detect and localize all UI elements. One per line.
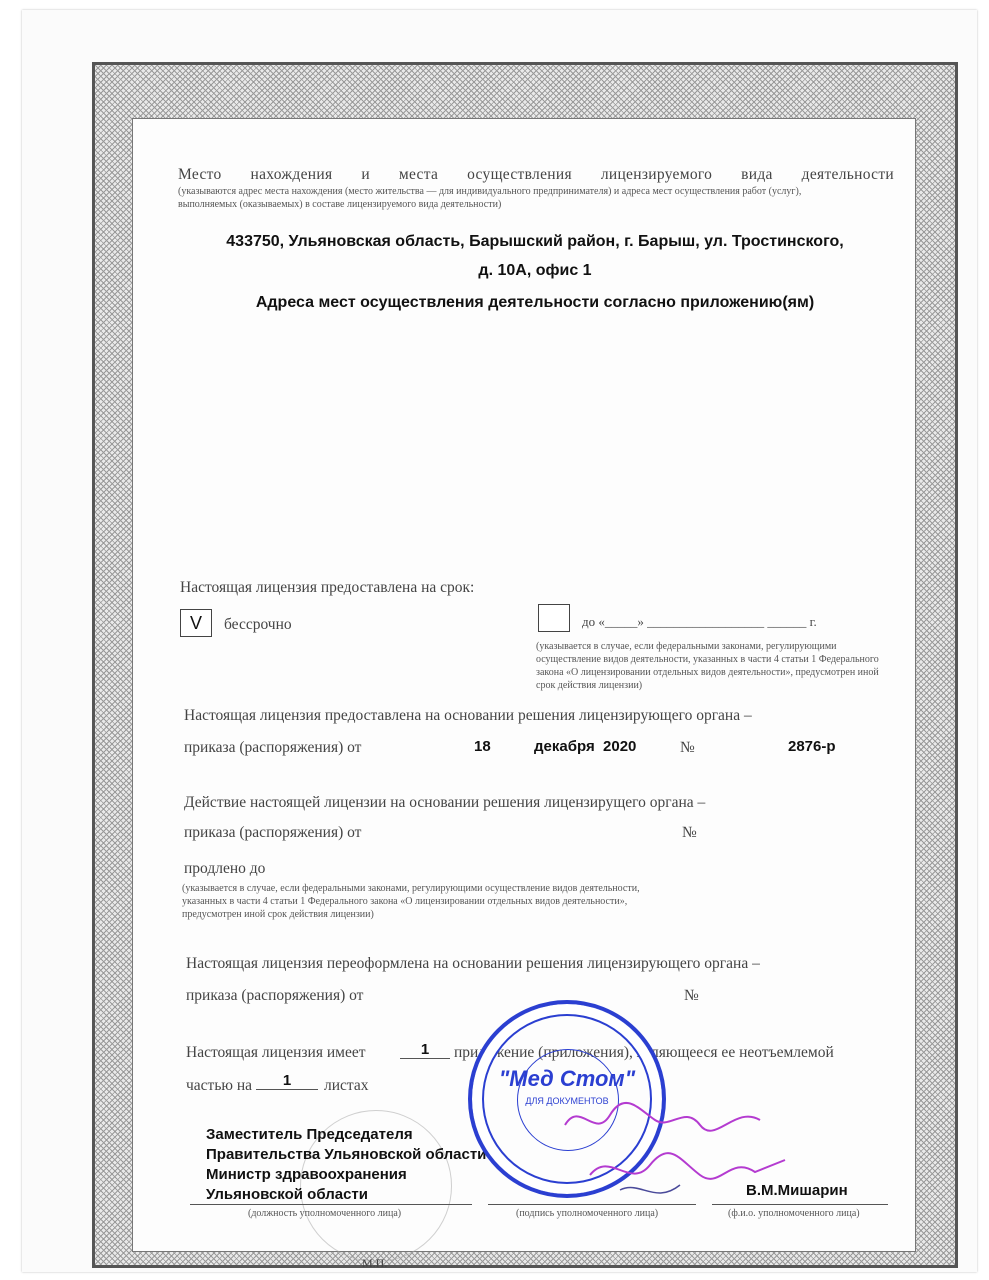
- address-line2: д. 10А, офис 1: [478, 262, 592, 279]
- until-checkbox[interactable]: [538, 604, 570, 632]
- seal-label: М.П.: [362, 1256, 388, 1270]
- addresses-note: Адреса мест осуществления деятельности согласно приложению(ям): [255, 294, 815, 311]
- location-hint-line1: (указываются адрес места нахождения (место жительства — для индивидуального предпринимателя) и адреса мест осуществления работ (услуг),: [178, 186, 802, 197]
- extension-order-label: приказа (распоряжения) от: [184, 824, 362, 841]
- position-caption: (должность уполномоченного лица): [248, 1208, 402, 1219]
- extension-line1: Действие настоящей лицензии на основании решения лицензирущего органа –: [184, 794, 706, 811]
- indefinite-label: бессрочно: [224, 616, 292, 633]
- stamp-subtitle: ДЛЯ ДОКУМЕНТОВ: [525, 1096, 609, 1106]
- until-label: до «_____» __________________ ______ г.: [582, 614, 817, 629]
- appendix-part-prefix: частью на: [186, 1077, 253, 1094]
- reissue-order-label: приказа (распоряжения) от: [186, 987, 364, 1004]
- position-line1: Заместитель Председателя: [206, 1126, 413, 1143]
- handwritten-certification: [560, 1080, 810, 1210]
- appendix-suffix: приложение (приложения), являющееся ее неотъемлемой: [454, 1044, 834, 1061]
- basis-number-sign: №: [680, 739, 695, 756]
- reissue-number-sign: №: [684, 987, 699, 1004]
- name-caption: (ф.и.о. уполномоченного лица): [728, 1208, 860, 1219]
- location-heading: Место нахождения и места осуществления лицензируемого вида деятельности: [178, 166, 894, 183]
- signatory-name: В.М.Мишарин: [746, 1182, 848, 1199]
- address-line1: 433750, Ульяновская область, Барышский район, г. Барыш, ул. Тростинского,: [226, 233, 844, 250]
- appendix-count: 1: [400, 1041, 450, 1059]
- term-heading: Настоящая лицензия предоставлена на срок:: [180, 579, 475, 596]
- appendix-sheets: 1: [256, 1072, 318, 1090]
- basis-order-label: приказа (распоряжения) от: [184, 739, 362, 756]
- indefinite-checkbox[interactable]: V: [180, 609, 212, 637]
- position-line3: Министр здравоохранения: [206, 1166, 407, 1183]
- position-line: [190, 1204, 472, 1205]
- basis-month-year: декабря 2020: [534, 738, 637, 755]
- location-hint-line2: выполняемых (оказываемых) в составе лицензируемого вида деятельности): [178, 199, 502, 210]
- reissue-line1: Настоящая лицензия переоформлена на основании решения лицензирующего органа –: [186, 955, 760, 972]
- extension-hint: (указывается в случае, если федеральными законами, регулирующими осуществление видов деятельности, указанных в части 4 статьи 1 Федерального закона «О лицензировании отдельных видов деятельности», предусмотрен иной срок действия лицензии): [182, 883, 640, 920]
- position-line4: Ульяновской области: [206, 1186, 368, 1203]
- stamp-title: "Мед Стом": [498, 1066, 636, 1091]
- basis-line1: Настоящая лицензия предоставлена на основании решения лицензирующего органа –: [184, 707, 752, 724]
- appendix-part-suffix: листах: [324, 1077, 369, 1094]
- extended-until-label: продлено до: [184, 860, 266, 877]
- position-line2: Правительства Ульяновской области –: [206, 1146, 499, 1163]
- extension-number-sign: №: [682, 824, 697, 841]
- basis-number: 2876-р: [788, 738, 836, 755]
- basis-day: 18: [474, 738, 491, 755]
- signature-caption: (подпись уполномоченного лица): [516, 1208, 659, 1219]
- appendix-prefix: Настоящая лицензия имеет: [186, 1044, 366, 1061]
- until-hint: (указывается в случае, если федеральными законами, регулирующими осуществление видов деятельности, указанных в части 4 статьи 1 Федерального закона «О лицензировании отдельных видов деятельности», предусмотрен иной срок действия лицензии): [536, 641, 879, 691]
